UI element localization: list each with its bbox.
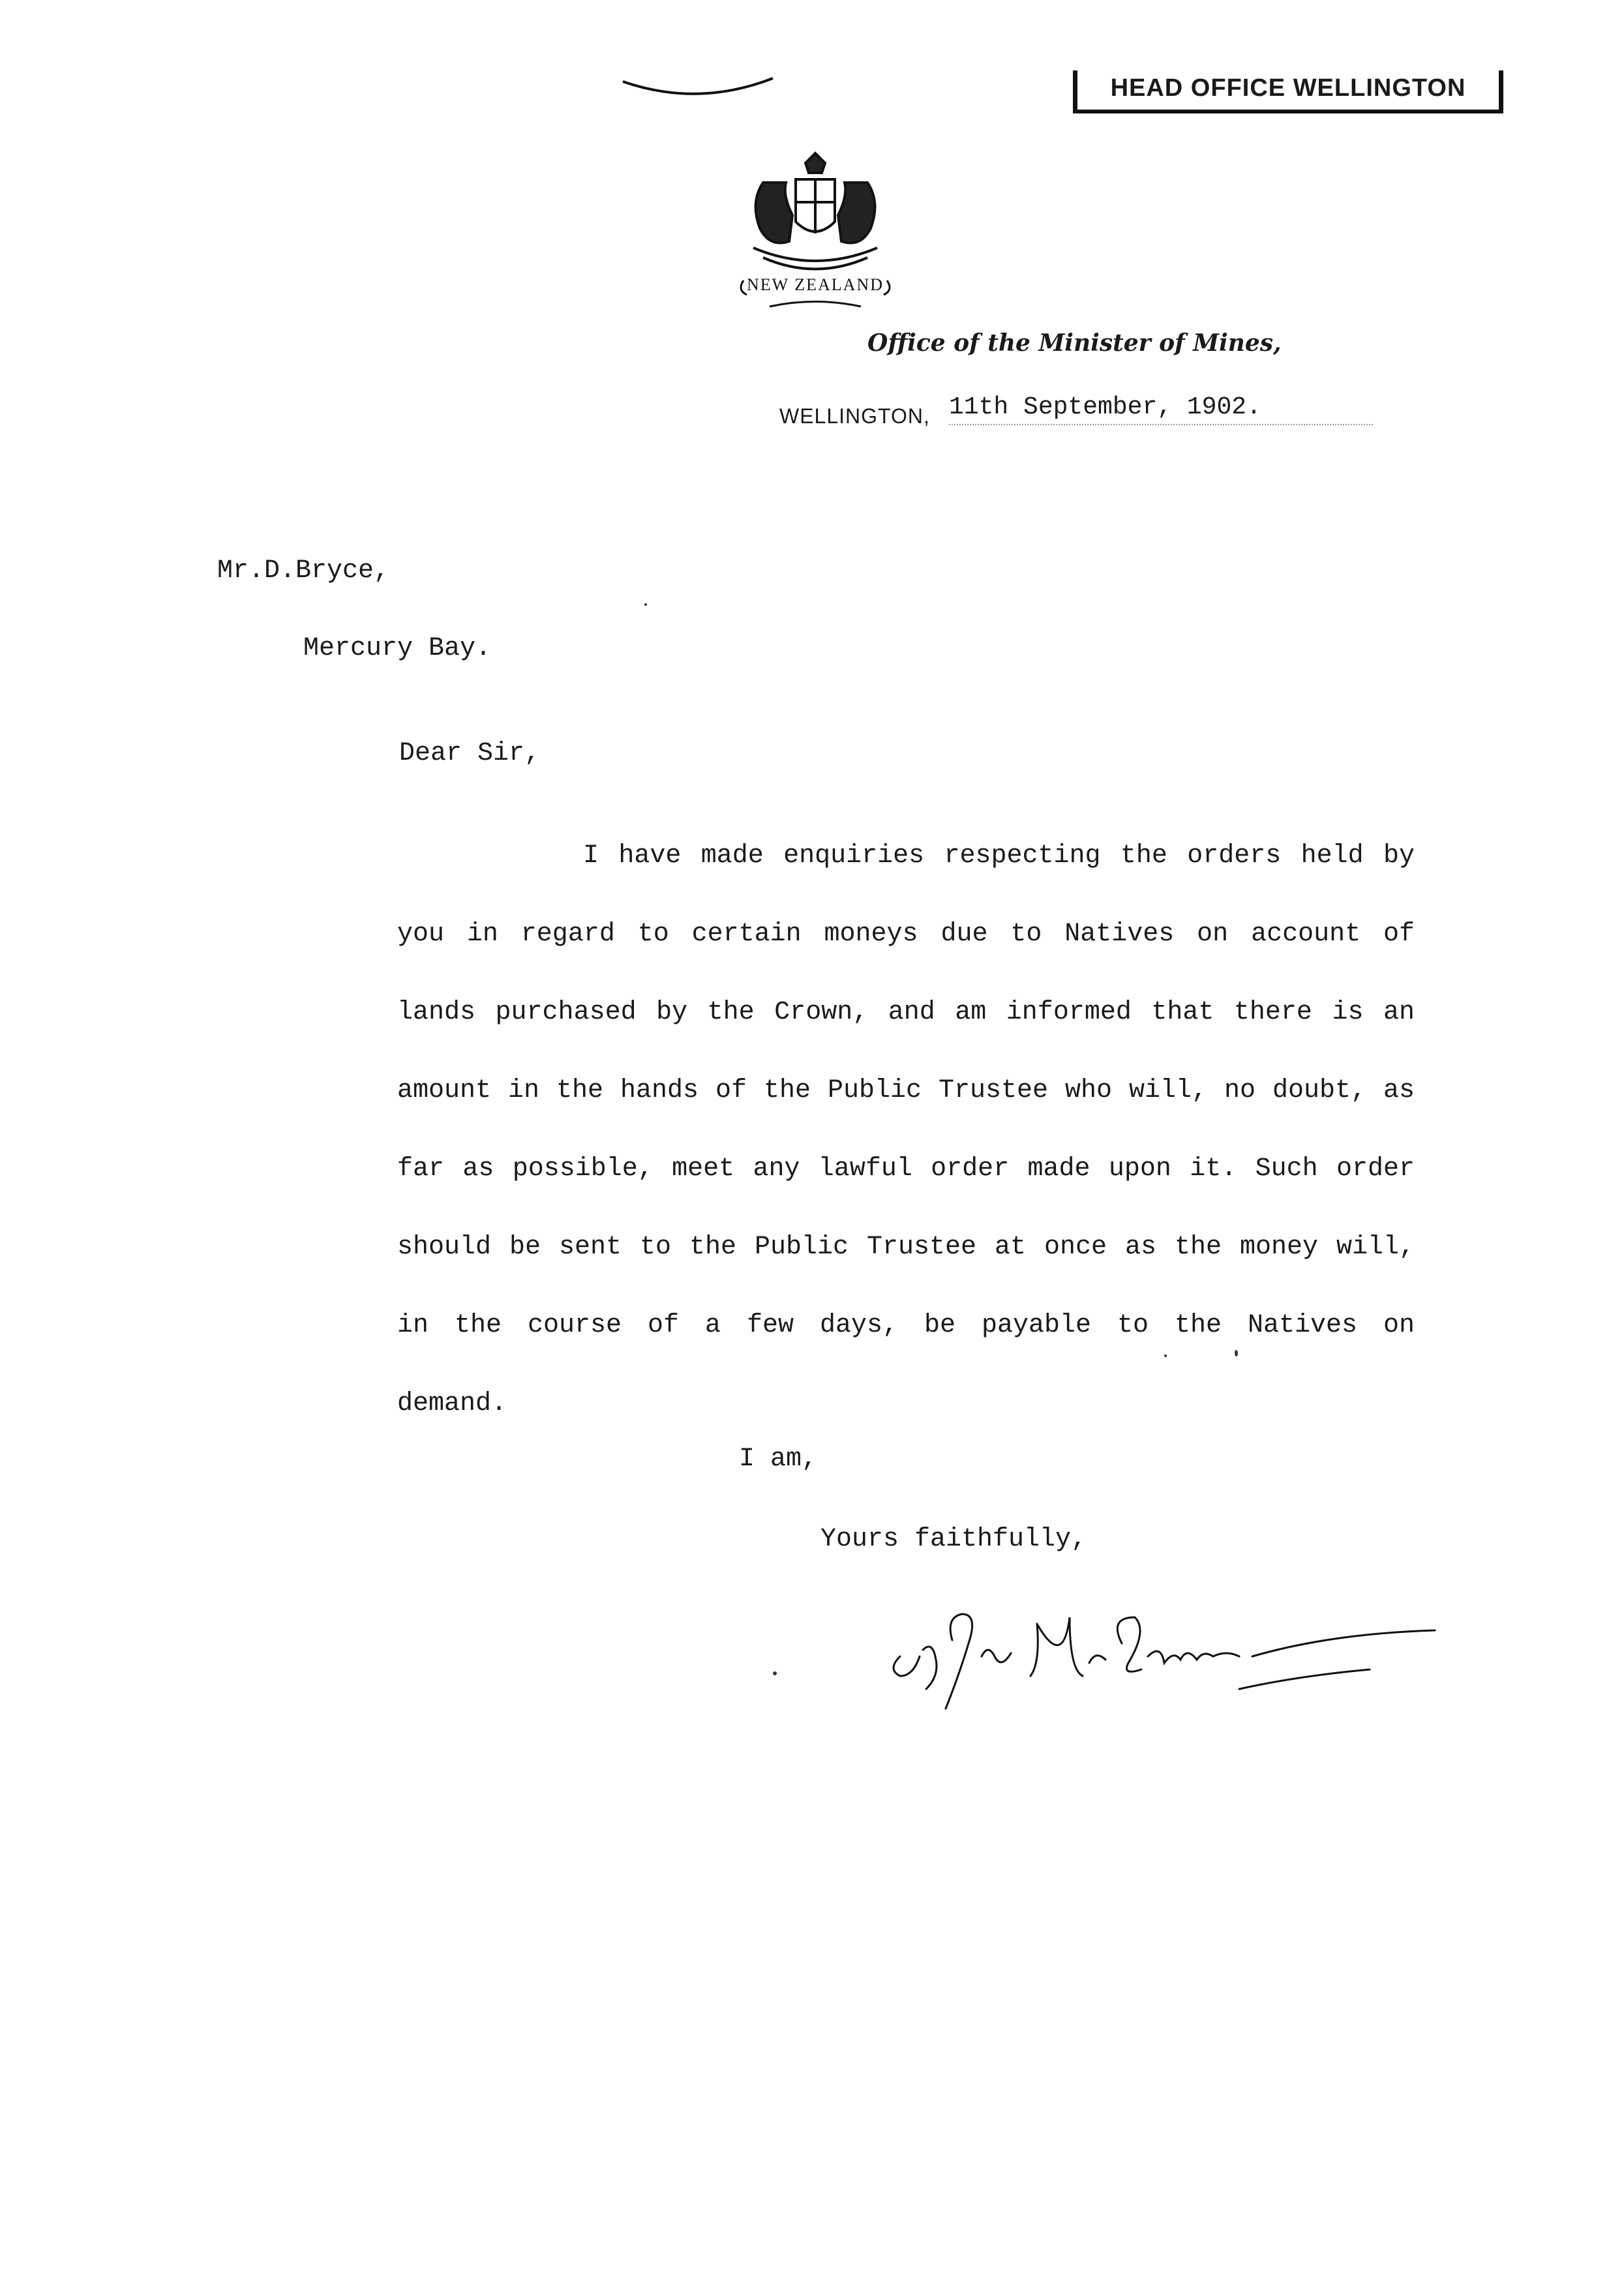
crest-label: NEW ZEALAND bbox=[747, 275, 884, 294]
ink-speck bbox=[1164, 1354, 1167, 1357]
recipient-place: Mercury Bay. bbox=[303, 634, 492, 663]
coat-of-arms-icon bbox=[724, 150, 907, 320]
office-heading: Office of the Minister of Mines, bbox=[867, 329, 1282, 357]
head-office-stamp: HEAD OFFICE WELLINGTON bbox=[1073, 70, 1503, 113]
closing: I am, bbox=[739, 1444, 818, 1474]
sign-off: Yours faithfully, bbox=[820, 1525, 1087, 1554]
letter-date: 11th September, 1902. bbox=[949, 393, 1373, 425]
salutation: Dear Sir, bbox=[399, 739, 541, 768]
letter-body: I have made enquiries respecting the orders held by you in regard to certain moneys due to Natives on account of lands purchased by the Crown, and am informed that there is an amount in the hands of the Public Trustee who will, no doubt, as far as possible, meet any lawful order made upon it. Such order should be sent to the Public Trustee at once as the money will, in the course of a few days, be payable to the Natives on demand. bbox=[397, 841, 1415, 1418]
handwritten-signature bbox=[874, 1578, 1461, 1728]
city-label: WELLINGTON, bbox=[779, 404, 930, 428]
ink-speck bbox=[1235, 1350, 1238, 1356]
pen-stroke-mark bbox=[620, 72, 776, 104]
recipient-name: Mr.D.Bryce, bbox=[217, 556, 390, 586]
ink-speck bbox=[773, 1671, 777, 1675]
ink-speck bbox=[644, 603, 647, 606]
